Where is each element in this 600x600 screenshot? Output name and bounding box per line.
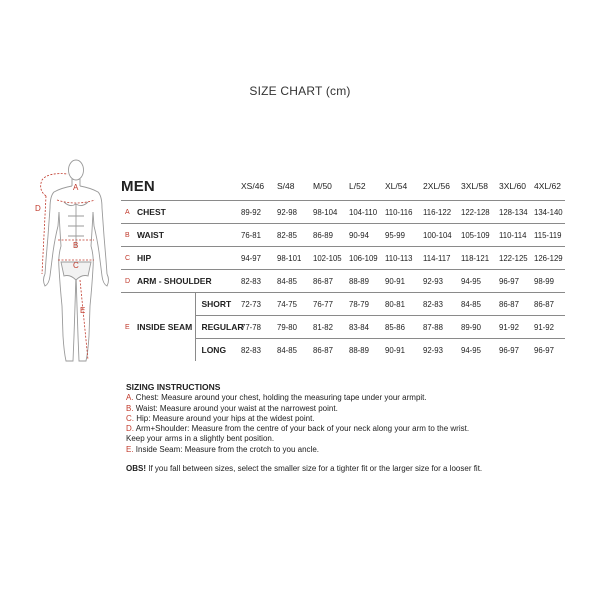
row-letter: E	[121, 293, 137, 362]
table-cell: 78-79	[349, 293, 385, 316]
body-measurement-figure	[28, 156, 120, 371]
table-cell: 83-84	[349, 316, 385, 339]
size-header: 3XL/60	[499, 181, 526, 191]
table-cell: 100-104	[423, 224, 461, 247]
instruction-letter: D.	[126, 424, 134, 434]
size-table	[121, 172, 565, 361]
section-title: MEN	[121, 177, 155, 195]
table-cell: 98-101	[277, 247, 313, 270]
instruction-letter: B.	[126, 403, 134, 413]
row-label: ARM - SHOULDER	[137, 270, 241, 293]
size-header: L/52	[349, 181, 366, 191]
table-cell: 79-80	[277, 316, 313, 339]
table-cell: 90-91	[385, 270, 423, 293]
row-label: HIP	[137, 247, 241, 270]
table-cell: 82-83	[241, 270, 277, 293]
table-row-inseam-short	[121, 293, 565, 316]
table-cell: 81-82	[313, 316, 349, 339]
table-cell: 89-92	[241, 201, 277, 224]
table-row-hip	[121, 247, 565, 270]
size-header: XS/46	[241, 181, 265, 191]
instruction-text: Keep your arms in a slightly bent position.	[126, 434, 275, 444]
size-header-row	[121, 172, 565, 201]
table-cell: 86-89	[313, 224, 349, 247]
table-cell: 84-85	[277, 270, 313, 293]
table-cell: 92-93	[423, 339, 461, 362]
instruction-text: Arm+Shoulder: Measure from the centre of your back of your neck along your arm to the wrist.	[134, 424, 470, 434]
table-cell: 76-77	[313, 293, 349, 316]
table-cell: 104-110	[349, 201, 385, 224]
table-row-waist	[121, 224, 565, 247]
instructions-heading: SIZING INSTRUCTIONS	[126, 382, 221, 392]
row-letter: D	[121, 270, 137, 293]
table-cell: 98-104	[313, 201, 349, 224]
size-header: 4XL/62	[534, 181, 561, 191]
table-cell: 110-114	[499, 224, 534, 247]
size-header: 2XL/56	[423, 181, 450, 191]
table-cell: 126-129	[534, 247, 565, 270]
table-cell: 91-92	[499, 316, 534, 339]
table-cell: 94-95	[461, 270, 499, 293]
row-letter: B	[121, 224, 137, 247]
table-cell: 134-140	[534, 201, 565, 224]
table-cell: 110-113	[385, 247, 423, 270]
table-cell: 74-75	[277, 293, 313, 316]
table-cell: 82-83	[241, 339, 277, 362]
instruction-arm-note	[126, 434, 526, 444]
instruction-letter: C.	[126, 413, 134, 423]
table-cell: 95-99	[385, 224, 423, 247]
figure-letter-d: D	[35, 204, 41, 213]
row-label: INSIDE SEAM	[137, 293, 195, 362]
table-cell: 86-87	[313, 270, 349, 293]
table-cell: 72-73	[241, 293, 277, 316]
obs-text: If you fall between sizes, select the smaller size for a tighter fit or the larger size for a looser fit.	[146, 464, 483, 474]
table-cell: 89-90	[461, 316, 499, 339]
size-table-container	[121, 172, 565, 361]
table-cell: 122-125	[499, 247, 534, 270]
table-cell: 84-85	[461, 293, 499, 316]
table-cell: 116-122	[423, 201, 461, 224]
table-cell: 90-91	[385, 339, 423, 362]
table-cell: 86-87	[534, 293, 565, 316]
table-cell: 84-85	[277, 339, 313, 362]
size-header: S/48	[277, 181, 295, 191]
instruction-text: Waist: Measure around your waist at the narrowest point.	[133, 403, 338, 413]
table-cell: 118-121	[461, 247, 499, 270]
table-cell: 80-81	[385, 293, 423, 316]
sub-row-label: REGULAR	[195, 316, 241, 339]
figure-letter-a: A	[73, 183, 79, 192]
table-cell: 96-97	[499, 339, 534, 362]
table-cell: 90-94	[349, 224, 385, 247]
size-header: M/50	[313, 181, 332, 191]
instruction-letter: A.	[126, 393, 134, 403]
instruction-hip	[126, 414, 526, 424]
table-cell: 88-89	[349, 270, 385, 293]
table-row-chest	[121, 201, 565, 224]
table-cell: 94-97	[241, 247, 277, 270]
size-header: 3XL/58	[461, 181, 488, 191]
table-cell: 82-85	[277, 224, 313, 247]
page-title: SIZE CHART (cm)	[249, 84, 351, 98]
obs-note	[126, 464, 526, 474]
instruction-letter: E.	[126, 444, 134, 454]
row-label: WAIST	[137, 224, 241, 247]
table-cell: 115-119	[534, 224, 565, 247]
table-cell: 105-109	[461, 224, 499, 247]
table-cell: 96-97	[499, 270, 534, 293]
instruction-waist	[126, 404, 526, 414]
instruction-inside-seam	[126, 445, 526, 455]
table-cell: 92-93	[423, 270, 461, 293]
table-cell: 114-117	[423, 247, 461, 270]
obs-label: OBS!	[126, 464, 146, 474]
table-cell: 76-81	[241, 224, 277, 247]
table-cell: 91-92	[534, 316, 565, 339]
table-cell: 122-128	[461, 201, 499, 224]
table-cell: 102-105	[313, 247, 349, 270]
figure-letter-e: E	[80, 306, 86, 315]
table-cell: 92-98	[277, 201, 313, 224]
table-cell: 128-134	[499, 201, 534, 224]
figure-letter-b: B	[73, 241, 79, 250]
instruction-text: Chest: Measure around your chest, holding the measuring tape under your armpit.	[133, 393, 427, 403]
table-cell: 106-109	[349, 247, 385, 270]
table-cell: 77-78	[241, 316, 277, 339]
instruction-arm-shoulder	[126, 424, 526, 434]
table-cell: 86-87	[499, 293, 534, 316]
table-cell: 96-97	[534, 339, 565, 362]
table-row-arm-shoulder	[121, 270, 565, 293]
row-letter: C	[121, 247, 137, 270]
table-cell: 98-99	[534, 270, 565, 293]
sizing-instructions	[126, 382, 526, 474]
table-cell: 110-116	[385, 201, 423, 224]
table-cell: 86-87	[313, 339, 349, 362]
table-cell: 82-83	[423, 293, 461, 316]
row-letter: A	[121, 201, 137, 224]
table-cell: 87-88	[423, 316, 461, 339]
instruction-text: Inside Seam: Measure from the crotch to you ancle.	[133, 444, 319, 454]
table-cell: 85-86	[385, 316, 423, 339]
row-label: CHEST	[137, 201, 241, 224]
instruction-text: Hip: Measure around your hips at the widest point.	[134, 413, 315, 423]
sub-row-label: SHORT	[195, 293, 241, 316]
sub-row-label: LONG	[195, 339, 241, 362]
figure-letter-c: C	[73, 261, 79, 270]
table-cell: 88-89	[349, 339, 385, 362]
instruction-chest	[126, 393, 526, 403]
size-header: XL/54	[385, 181, 408, 191]
table-cell: 94-95	[461, 339, 499, 362]
